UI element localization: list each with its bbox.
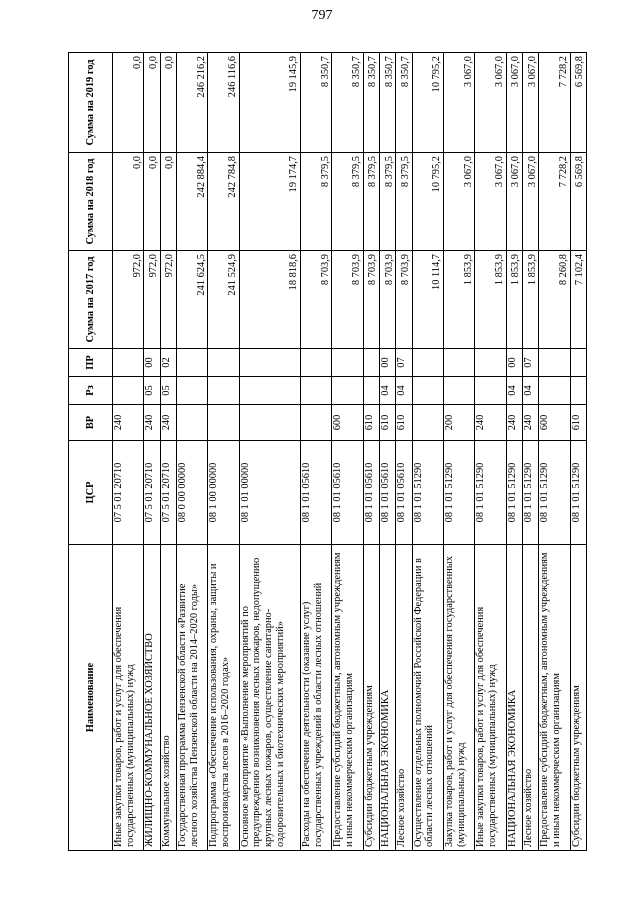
cell-csr: 08 1 01 51290 (506, 441, 522, 545)
cell-name: Предоставление субсидий бюджетным, автономным учреждениям и иным некоммерческим организациям (539, 545, 570, 851)
cell-sum-2018: 8 379,5 (363, 153, 379, 251)
cell-pr: 02 (160, 349, 176, 377)
cell-sum-2019: 6 569,8 (570, 53, 586, 153)
cell-pr (301, 349, 332, 377)
table-row (539, 53, 570, 851)
cell-sum-2017: 10 114,7 (412, 251, 443, 349)
cell-rz: 05 (144, 377, 160, 405)
table-row (522, 53, 538, 851)
cell-vr (239, 405, 300, 441)
cell-pr (176, 349, 207, 377)
cell-sum-2019: 8 350,7 (396, 53, 412, 153)
cell-rz (208, 377, 239, 405)
budget-table-rotated (68, 53, 587, 851)
cell-vr: 240 (160, 405, 176, 441)
cell-sum-2017: 8 703,9 (301, 251, 332, 349)
cell-sum-2018: 242 784,8 (208, 153, 239, 251)
cell-sum-2018: 8 379,5 (301, 153, 332, 251)
cell-vr (176, 405, 207, 441)
cell-vr: 240 (144, 405, 160, 441)
cell-vr: 240 (506, 405, 522, 441)
cell-vr (301, 405, 332, 441)
cell-csr: 08 0 00 00000 (176, 441, 207, 545)
cell-pr: 00 (506, 349, 522, 377)
cell-sum-2018: 3 067,0 (475, 153, 506, 251)
header-name: Наименование (69, 545, 113, 851)
cell-sum-2017: 8 703,9 (363, 251, 379, 349)
cell-name: НАЦИОНАЛЬНАЯ ЭКОНОМИКА (379, 545, 395, 851)
cell-name: Предоставление субсидий бюджетным, автономным учреждениям и иным некоммерческим организациям (332, 545, 363, 851)
cell-sum-2019: 3 067,0 (506, 53, 522, 153)
cell-pr (570, 349, 586, 377)
table-row (570, 53, 586, 851)
cell-sum-2018: 6 569,8 (570, 153, 586, 251)
cell-rz (539, 377, 570, 405)
cell-vr: 610 (379, 405, 395, 441)
table-row (379, 53, 395, 851)
cell-rz: 04 (506, 377, 522, 405)
table-row (160, 53, 176, 851)
cell-sum-2017: 241 624,5 (176, 251, 207, 349)
cell-rz: 04 (522, 377, 538, 405)
cell-sum-2018: 7 728,2 (539, 153, 570, 251)
cell-vr: 610 (363, 405, 379, 441)
cell-rz (443, 377, 474, 405)
cell-csr: 08 1 01 51290 (570, 441, 586, 545)
cell-rz (570, 377, 586, 405)
table-row (176, 53, 207, 851)
cell-csr: 08 1 01 05610 (301, 441, 332, 545)
cell-name: Расходы на обеспечение деятельности (оказание услуг) государственных учреждений в области лесных отношений (301, 545, 332, 851)
cell-pr: 07 (396, 349, 412, 377)
table-row (239, 53, 300, 851)
cell-sum-2019: 8 350,7 (363, 53, 379, 153)
cell-rz: 04 (379, 377, 395, 405)
page-number: 797 (311, 8, 333, 23)
cell-sum-2017: 1 853,9 (506, 251, 522, 349)
table-row (144, 53, 160, 851)
cell-sum-2019: 246 116,6 (208, 53, 239, 153)
cell-pr: 00 (144, 349, 160, 377)
header-sum-2019: Сумма на 2019 год (69, 53, 113, 153)
header-vr: ВР (69, 405, 113, 441)
cell-pr (208, 349, 239, 377)
cell-csr: 08 1 01 05610 (379, 441, 395, 545)
cell-pr (113, 349, 144, 377)
cell-sum-2017: 18 818,6 (239, 251, 300, 349)
cell-csr: 07 5 01 20710 (113, 441, 144, 545)
cell-sum-2019: 19 145,9 (239, 53, 300, 153)
table-row (443, 53, 474, 851)
cell-sum-2017: 1 853,9 (522, 251, 538, 349)
cell-name: Субсидии бюджетным учреждениям (363, 545, 379, 851)
cell-sum-2017: 1 853,9 (443, 251, 474, 349)
header-csr: ЦСР (69, 441, 113, 545)
cell-csr: 08 1 01 00000 (239, 441, 300, 545)
cell-name: Осуществление отдельных полномочий Российской Федерации в области лесных отношений (412, 545, 443, 851)
cell-sum-2017: 972,0 (144, 251, 160, 349)
cell-sum-2019: 0,0 (160, 53, 176, 153)
cell-vr: 200 (443, 405, 474, 441)
cell-sum-2017: 8 703,9 (379, 251, 395, 349)
table-row (396, 53, 412, 851)
budget-table-frame (68, 53, 587, 851)
cell-sum-2019: 8 350,7 (379, 53, 395, 153)
cell-sum-2019: 3 067,0 (522, 53, 538, 153)
cell-sum-2019: 3 067,0 (475, 53, 506, 153)
table-row (363, 53, 379, 851)
cell-sum-2018: 3 067,0 (522, 153, 538, 251)
cell-csr: 08 1 00 00000 (208, 441, 239, 545)
cell-vr: 240 (113, 405, 144, 441)
cell-name: Закупка товаров, работ и услуг для обеспечения государственных (муниципальных) нужд (443, 545, 474, 851)
cell-name: Коммунальное хозяйство (160, 545, 176, 851)
cell-pr (443, 349, 474, 377)
cell-sum-2019: 3 067,0 (443, 53, 474, 153)
cell-sum-2019: 0,0 (144, 53, 160, 153)
cell-pr (363, 349, 379, 377)
cell-sum-2018: 10 795,2 (412, 153, 443, 251)
cell-sum-2017: 972,0 (113, 251, 144, 349)
cell-pr: 07 (522, 349, 538, 377)
header-sum-2018: Сумма на 2018 год (69, 153, 113, 251)
cell-vr (208, 405, 239, 441)
cell-csr: 08 1 01 51290 (522, 441, 538, 545)
cell-pr (475, 349, 506, 377)
cell-rz (113, 377, 144, 405)
cell-sum-2019: 7 728,2 (539, 53, 570, 153)
cell-vr: 240 (475, 405, 506, 441)
cell-vr: 600 (332, 405, 363, 441)
cell-sum-2018: 0,0 (113, 153, 144, 251)
table-header-row (69, 53, 113, 851)
cell-name: Иные закупки товаров, работ и услуг для обеспечения государственных (муниципальных) нужд (475, 545, 506, 851)
cell-sum-2017: 8 703,9 (332, 251, 363, 349)
cell-pr (539, 349, 570, 377)
cell-sum-2019: 8 350,7 (332, 53, 363, 153)
table-row (475, 53, 506, 851)
cell-csr: 08 1 01 51290 (475, 441, 506, 545)
cell-vr (412, 405, 443, 441)
cell-sum-2019: 10 795,2 (412, 53, 443, 153)
table-row (412, 53, 443, 851)
cell-sum-2018: 8 379,5 (332, 153, 363, 251)
budget-table (68, 52, 587, 851)
cell-csr: 07 5 01 20710 (160, 441, 176, 545)
cell-pr (332, 349, 363, 377)
header-pr: ПР (69, 349, 113, 377)
cell-csr: 07 5 01 20710 (144, 441, 160, 545)
cell-sum-2017: 241 524,9 (208, 251, 239, 349)
cell-pr (412, 349, 443, 377)
cell-name: Подпрограмма «Обеспечение использования, охраны, защиты и воспроизводства лесов в 2016–2020 годах» (208, 545, 239, 851)
table-row (506, 53, 522, 851)
cell-sum-2019: 8 350,7 (301, 53, 332, 153)
cell-sum-2017: 8 703,9 (396, 251, 412, 349)
table-row (332, 53, 363, 851)
cell-pr: 00 (379, 349, 395, 377)
cell-rz (363, 377, 379, 405)
cell-sum-2018: 3 067,0 (443, 153, 474, 251)
cell-rz: 05 (160, 377, 176, 405)
cell-rz (332, 377, 363, 405)
cell-sum-2018: 3 067,0 (506, 153, 522, 251)
cell-pr (239, 349, 300, 377)
table-body (113, 53, 587, 851)
cell-rz (176, 377, 207, 405)
cell-name: Лесное хозяйство (396, 545, 412, 851)
table-row (301, 53, 332, 851)
cell-sum-2017: 8 260,8 (539, 251, 570, 349)
cell-rz (239, 377, 300, 405)
cell-csr: 08 1 01 05610 (363, 441, 379, 545)
table-row (113, 53, 144, 851)
cell-name: Лесное хозяйство (522, 545, 538, 851)
cell-sum-2019: 0,0 (113, 53, 144, 153)
cell-sum-2018: 8 379,5 (379, 153, 395, 251)
cell-vr: 610 (396, 405, 412, 441)
cell-sum-2019: 246 216,2 (176, 53, 207, 153)
cell-sum-2017: 1 853,9 (475, 251, 506, 349)
cell-csr: 08 1 01 05610 (396, 441, 412, 545)
cell-csr: 08 1 01 51290 (412, 441, 443, 545)
cell-name: Иные закупки товаров, работ и услуг для обеспечения государственных (муниципальных) нужд (113, 545, 144, 851)
cell-csr: 08 1 01 51290 (443, 441, 474, 545)
cell-sum-2018: 0,0 (160, 153, 176, 251)
cell-sum-2017: 7 102,4 (570, 251, 586, 349)
cell-name: НАЦИОНАЛЬНАЯ ЭКОНОМИКА (506, 545, 522, 851)
cell-sum-2018: 0,0 (144, 153, 160, 251)
cell-vr: 610 (570, 405, 586, 441)
cell-rz (301, 377, 332, 405)
cell-name: Основное мероприятие «Выполнение мероприятий по предупреждению возникновения лесных пожаров, недопущению крупных лесных пожаров, осуществление санитарно-оздоровительных и биотехнических мероприятий» (239, 545, 300, 851)
cell-vr: 600 (539, 405, 570, 441)
cell-name: Государственная программа Пензенской области «Развитие лесного хозяйства Пензенской области на 2014–2020 годы» (176, 545, 207, 851)
cell-csr: 08 1 01 51290 (539, 441, 570, 545)
cell-sum-2018: 8 379,5 (396, 153, 412, 251)
cell-rz: 04 (396, 377, 412, 405)
cell-rz (475, 377, 506, 405)
cell-rz (412, 377, 443, 405)
cell-sum-2017: 972,0 (160, 251, 176, 349)
header-sum-2017: Сумма на 2017 год (69, 251, 113, 349)
cell-vr: 240 (522, 405, 538, 441)
cell-name: ЖИЛИЩНО-КОММУНАЛЬНОЕ ХОЗЯЙСТВО (144, 545, 160, 851)
cell-sum-2018: 242 884,4 (176, 153, 207, 251)
table-row (208, 53, 239, 851)
header-rz: Рз (69, 377, 113, 405)
cell-sum-2018: 19 174,7 (239, 153, 300, 251)
cell-csr: 08 1 01 05610 (332, 441, 363, 545)
cell-name: Субсидии бюджетным учреждениям (570, 545, 586, 851)
